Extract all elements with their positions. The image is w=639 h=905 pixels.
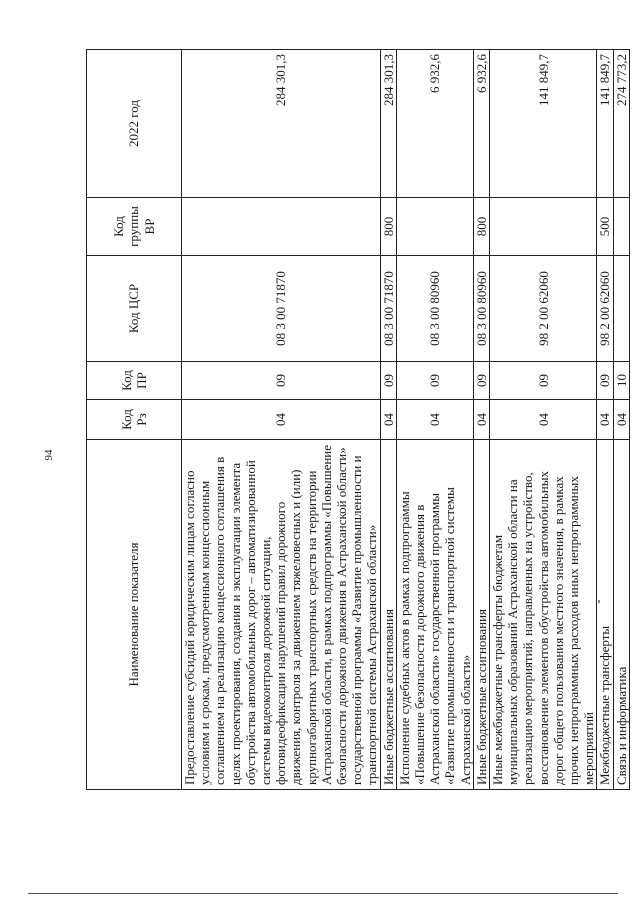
table-row [613, 50, 629, 790]
cell-vr [490, 198, 597, 256]
cell-vr: 800 [473, 198, 489, 256]
header-year: 2022 год [87, 50, 182, 198]
cell-name: Иные межбюджетные трансферты бюджетам муниципальных образований Астраханской области на реализацию мероприятий, направленных на устройство, восстановление элементов обустройства автомобильных дорог общего пользования местного значения, в рамках прочих непрограммных расходов иных непрограммных мероприятий [490, 440, 597, 790]
table-row [182, 50, 381, 790]
cell-csr: 08 3 00 80960 [473, 256, 489, 362]
cell-amount: 274 773,2 [613, 50, 629, 198]
cell-vr: 800 [380, 198, 396, 256]
cell-csr: 98 2 00 62060 [490, 256, 597, 362]
rotated-table-container [86, 50, 629, 790]
cell-csr: 08 3 00 71870 [380, 256, 396, 362]
cell-pr: 09 [396, 362, 473, 400]
header-csr: Код ЦСР [87, 256, 182, 362]
table-row [597, 50, 613, 790]
cell-rz: 04 [490, 400, 597, 440]
table-header-row [87, 50, 182, 790]
cell-amount: 284 301,3 [182, 50, 381, 198]
table-row [490, 50, 597, 790]
cell-csr: 08 3 00 80960 [396, 256, 473, 362]
header-name: Наименование показателя [87, 440, 182, 790]
table-row [380, 50, 396, 790]
budget-table [86, 49, 630, 790]
cell-csr [613, 256, 629, 362]
cell-vr [613, 198, 629, 256]
cell-pr: 09 [473, 362, 489, 400]
cell-name: Иные бюджетные ассигнования [380, 440, 396, 790]
cell-rz: 04 [473, 400, 489, 440]
cell-name: Связь и информатика [613, 440, 629, 790]
cell-amount: 6 932,6 [473, 50, 489, 198]
cell-name: Исполнение судебных актов в рамках подпрограммы «Повышение безопасности дорожного движения в Астраханской области» государственной программы «Развитие промышленности и транспортной системы Астраханской области» [396, 440, 473, 790]
cell-name: Иные бюджетные ассигнования [473, 440, 489, 790]
cell-amount: 141 849,7 [490, 50, 597, 198]
scan-speck [598, 600, 600, 603]
cell-rz: 04 [597, 400, 613, 440]
header-pr: Код ПР [87, 362, 182, 400]
header-rz: Код Рз [87, 400, 182, 440]
cell-vr: 500 [597, 198, 613, 256]
cell-pr: 09 [182, 362, 381, 400]
page-number: 94 [43, 449, 55, 461]
cell-csr: 98 2 00 62060 [597, 256, 613, 362]
cell-rz: 04 [380, 400, 396, 440]
cell-pr: 09 [490, 362, 597, 400]
cell-vr [182, 198, 381, 256]
cell-rz: 04 [613, 400, 629, 440]
cell-vr [396, 198, 473, 256]
table-row [396, 50, 473, 790]
cell-name: Межбюджетные трансферты [597, 440, 613, 790]
cell-rz: 04 [396, 400, 473, 440]
cell-pr: 09 [380, 362, 396, 400]
table-row [473, 50, 489, 790]
cell-amount: 284 301,3 [380, 50, 396, 198]
cell-name: Предоставление субсидий юридическим лицам согласно условиям и срокам, предусмотренным концессионным соглашением на реализацию концессионного соглашения в целях проектирования, создания и эксплуатации элемента обустройства автомобильных дорог – автоматизированной системы видеоконтроля дорожной ситуации, фотовидеофиксации нарушений правил дорожного движения, контроля за движением тяжеловесных и (или) крупногабаритных транспортных средств на территории Астраханской области, в рамках подпрограммы «Повышение безопасности дорожного движения в Астраханской области» государственной программы «Развитие промышленности и транспортной системы Астраханской области» [182, 440, 381, 790]
cell-csr: 08 3 00 71870 [182, 256, 381, 362]
cell-amount: 6 932,6 [396, 50, 473, 198]
cell-pr: 10 [613, 362, 629, 400]
header-vr: Код группы ВР [87, 198, 182, 256]
cell-rz: 04 [182, 400, 381, 440]
cell-pr: 09 [597, 362, 613, 400]
bottom-rule [28, 893, 618, 894]
cell-amount: 141 849,7 [597, 50, 613, 198]
